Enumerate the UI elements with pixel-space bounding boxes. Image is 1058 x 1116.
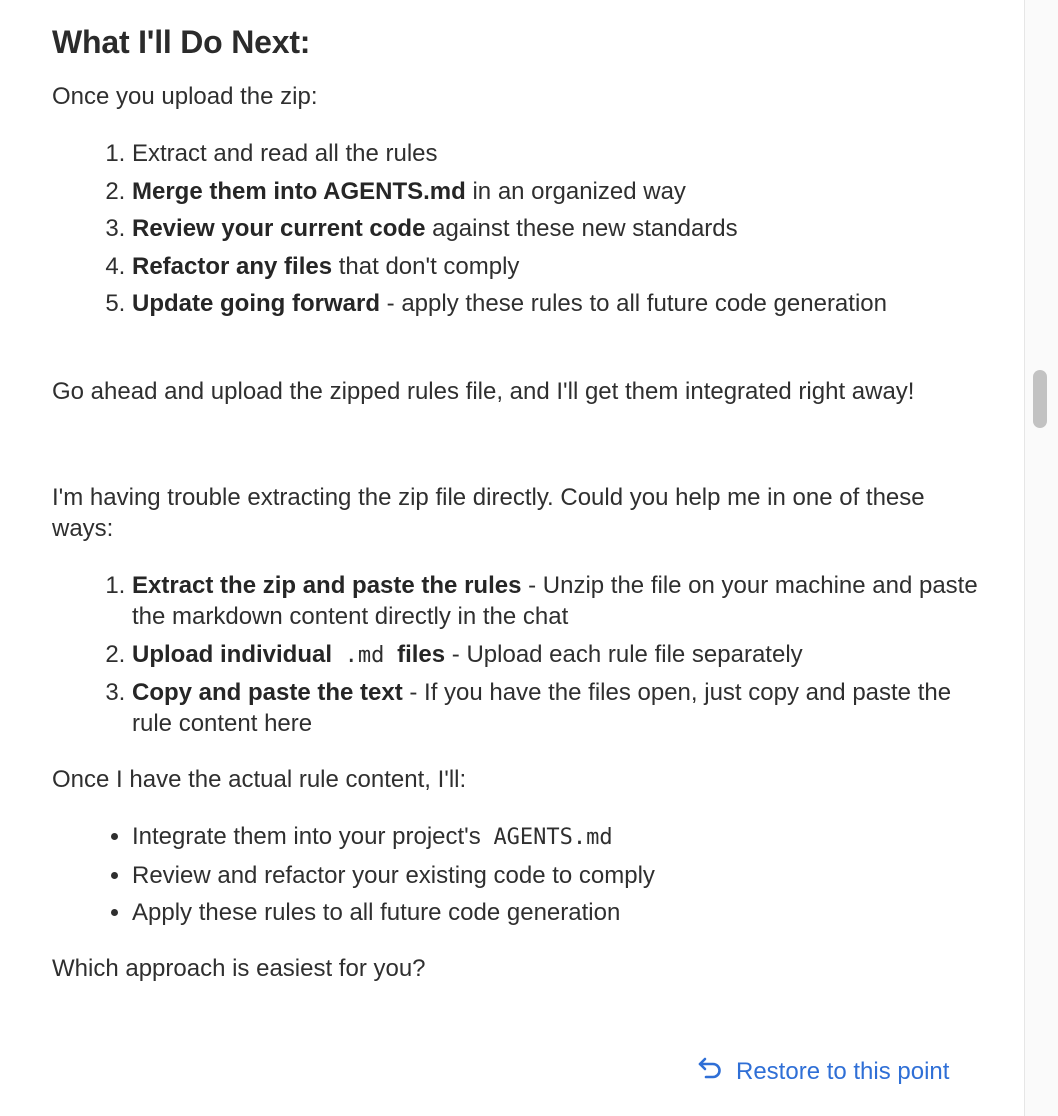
list-item: 4. Refactor any files that don't comply [132,251,992,282]
go-ahead-text: Go ahead and upload the zipped rules file, and I'll get them integrated right away! [52,378,915,405]
inline-code: AGENTS.md [493,825,613,850]
intro-text: Once you upload the zip: [52,83,318,110]
restore-button[interactable] [696,1054,949,1089]
list-item: • Integrate them into your project's AGENTS.md [132,821,992,853]
once-have-text: Once I have the actual rule content, I'll: [52,766,467,793]
scrollbar-thumb[interactable] [1033,370,1047,428]
trouble-text: I'm having trouble extracting the zip file directly. Could you help me in one of these ways: [52,484,925,542]
scrollbar[interactable] [1024,0,1058,1116]
list-item: 3. Review your current code against these new standards [132,213,992,244]
restore-label: Restore to this point [736,1057,950,1085]
options-list [52,570,992,746]
list-item: 2. Merge them into AGENTS.md in an organized way [132,176,992,207]
steps-list [52,138,992,326]
list-item: 1. Extract and read all the rules [132,138,992,169]
question-text: Which approach is easiest for you? [52,955,426,982]
list-item: • Apply these rules to all future code generation [132,897,992,928]
list-item: 3. Copy and paste the text - If you have the files open, just copy and paste the rule content here [132,677,992,739]
list-item: 2. Upload individual .md files - Upload each rule file separately [132,639,992,671]
inline-code: .md [344,642,385,668]
bullets-list [52,821,992,935]
list-item: • Review and refactor your existing code to comply [132,860,992,891]
section-heading: What I'll Do Next: [52,24,311,60]
undo-arrow-icon [696,1054,736,1089]
list-item: 1. Extract the zip and paste the rules - Unzip the file on your machine and paste the markdown content directly in the chat [132,570,992,632]
list-item: 5. Update going forward - apply these rules to all future code generation [132,288,992,319]
